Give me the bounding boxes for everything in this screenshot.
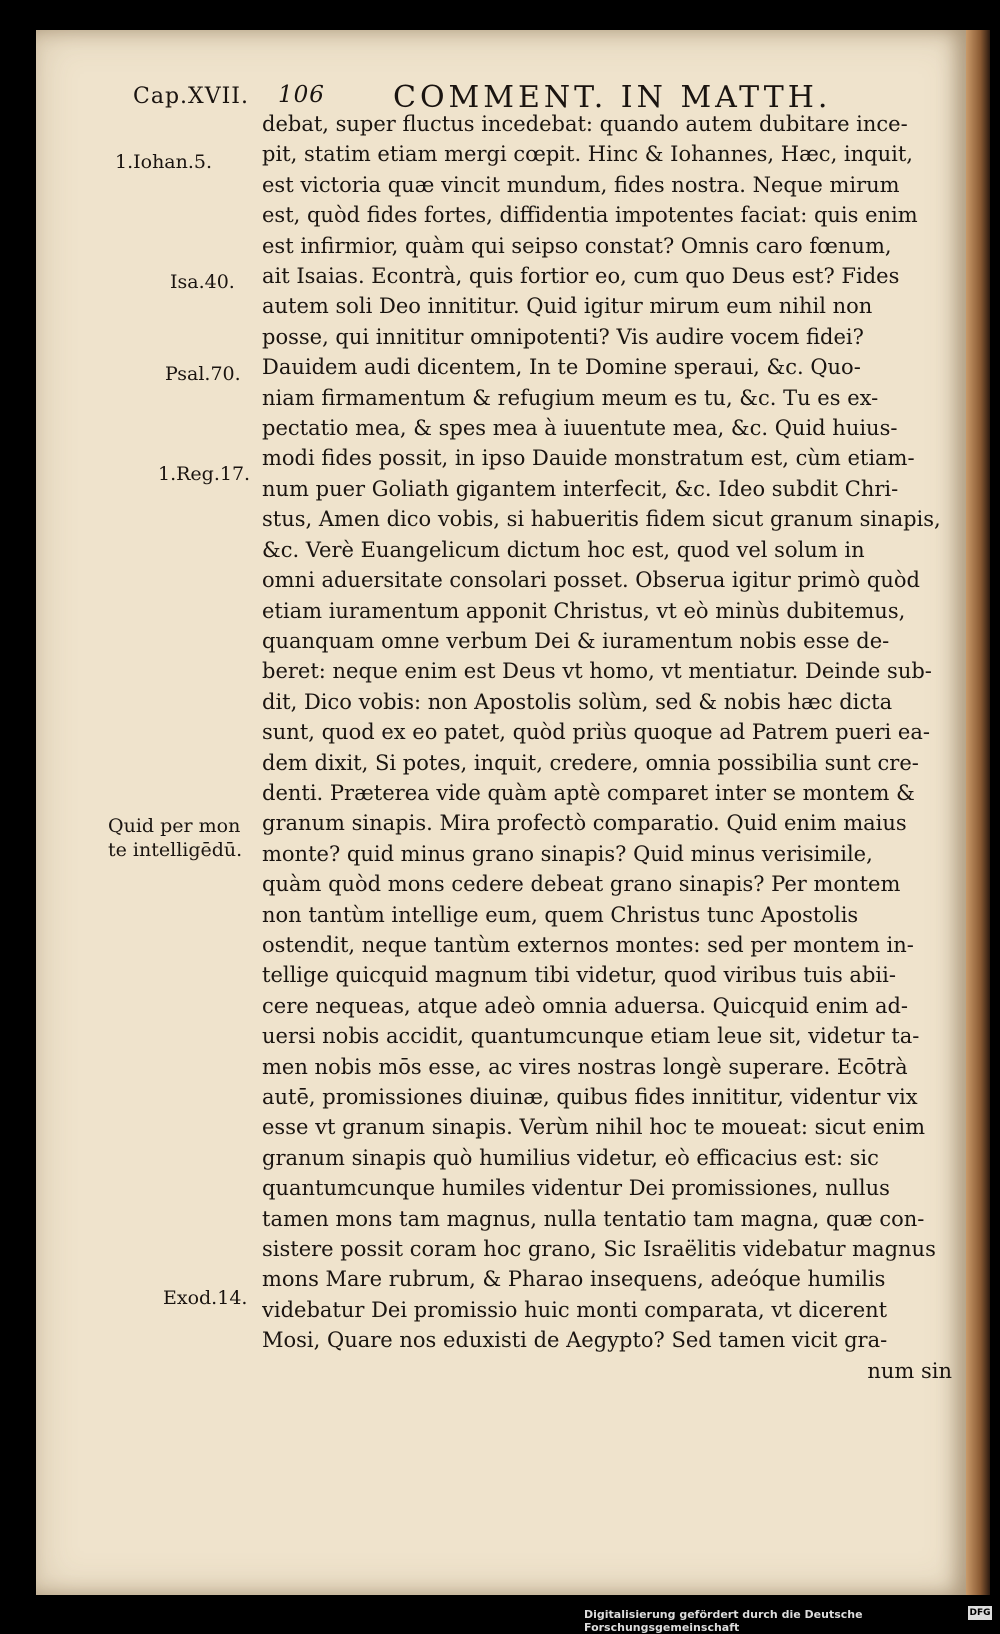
margin-note: Psal.70. <box>165 363 241 385</box>
text-line: men nobis mōs esse, ac vires nostras longè superare. Ecōtrà <box>262 1054 908 1079</box>
text-line: stus, Amen dico vobis, si habueritis fidem sicut granum sinapis, <box>262 507 941 532</box>
text-line: quantumcunque humiles videntur Dei promissiones, nullus <box>262 1176 890 1201</box>
text-line: sistere possit coram hoc grano, Sic Israëlitis videbatur magnus <box>262 1237 936 1262</box>
text-line: niam firmamentum & refugium meum es tu, &c. Tu es ex- <box>262 385 879 410</box>
text-line: monte? quid minus grano sinapis? Quid minus verisimile, <box>262 841 873 866</box>
chapter-label: Cap.XVII. <box>133 84 249 109</box>
text-line: uersi nobis accidit, quantumcunque etiam leue sit, videtur ta- <box>262 1024 920 1049</box>
running-title: COMMENT. IN MATTH. <box>393 80 832 115</box>
text-line: cere nequeas, atque adeò omnia aduersa. Quicquid enim ad- <box>262 993 908 1018</box>
text-line: non tantùm intellige eum, quem Christus tunc Apostolis <box>262 902 859 927</box>
text-line: autē, promissiones diuinæ, quibus fides innititur, videntur vix <box>262 1085 918 1109</box>
body-text <box>262 109 952 1386</box>
text-line: ait Isaias. Econtrà, quis fortior eo, cum quo Deus est? Fides <box>262 264 900 289</box>
text-line: est, quòd fides fortes, diffidentia impotentes faciat: quis enim <box>262 203 918 228</box>
text-line: quàm quòd mons cedere debeat grano sinapis? Per montem <box>262 872 901 897</box>
text-line: esse vt granum sinapis. Verùm nihil hoc te moueat: sicut enim <box>262 1115 926 1140</box>
text-line: tamen mons tam magnus, nulla tentatio tam magna, quæ con- <box>262 1206 925 1231</box>
text-line: Mosi, Quare nos eduxisti de Aegypto? Sed tamen vicit gra- <box>262 1328 888 1353</box>
text-line: posse, qui innititur omnipotenti? Vis audire vocem fidei? <box>262 324 864 349</box>
text-line: debat, super fluctus incedebat: quando autem dubitare ince- <box>262 112 908 136</box>
text-line: ostendit, neque tantùm externos montes: sed per montem in- <box>262 932 914 957</box>
text-line: num puer Goliath gigantem interfecit, &c. Ideo subdit Chri- <box>262 476 899 501</box>
text-line: modi fides possit, in ipso Dauide monstratum est, cùm etiam- <box>262 446 915 471</box>
text-line: omni aduersitate consolari posset. Obserua igitur primò quòd <box>262 568 920 593</box>
text-line: tellige quicquid magnum tibi videtur, quod viribus tuis abii- <box>262 963 896 988</box>
text-line: pectatio mea, & spes mea à iuuentute mea, &c. Quid huius- <box>262 416 898 441</box>
dfg-logo: DFG <box>969 1608 991 1618</box>
margin-note: Quid per mon te intelligēdū. <box>108 815 243 861</box>
text-line: dit, Dico vobis: non Apostolis solùm, sed & nobis hæc dicta <box>262 689 893 714</box>
text-line: videbatur Dei promissio huic monti comparata, vt dicerent <box>262 1297 888 1322</box>
text-line: est victoria quæ vincit mundum, fides nostra. Neque mirum <box>262 172 900 197</box>
text-line: granum sinapis quò humilius videtur, eò efficacius est: sic <box>262 1145 879 1170</box>
page-edge <box>966 30 990 1595</box>
digitization-footer: Digitalisierung gefördert durch die Deutsche Forschungsgemeinschaft <box>584 1608 863 1634</box>
margin-note: Isa.40. <box>170 271 235 293</box>
margin-note: Exod.14. <box>163 1287 248 1309</box>
text-line: sunt, quod ex eo patet, quòd priùs quoque ad Patrem pueri ea- <box>262 720 930 745</box>
text-line: pit, statim etiam mergi cœpit. Hinc & Iohannes, Hæc, inquit, <box>262 142 913 167</box>
text-line: est infirmior, quàm qui seipso constat? Omnis caro fœnum, <box>262 233 892 258</box>
text-line: granum sinapis. Mira profectò comparatio. Quid enim maius <box>262 811 907 836</box>
page-number: 106 <box>278 82 325 108</box>
catchword: num sin <box>867 1358 952 1383</box>
text-line: &c. Verè Euangelicum dictum hoc est, quod vel solum in <box>262 537 865 562</box>
margin-note: 1.Reg.17. <box>158 463 251 485</box>
text-line: denti. Præterea vide quàm aptè comparet inter se montem & <box>262 780 915 805</box>
margin-note: 1.Iohan.5. <box>115 151 213 173</box>
text-line: Dauidem audi dicentem, In te Domine speraui, &c. Quo- <box>262 355 861 380</box>
text-line: beret: neque enim est Deus vt homo, vt mentiatur. Deinde sub- <box>262 659 932 684</box>
text-line: quanquam omne verbum Dei & iuramentum nobis esse de- <box>262 628 890 653</box>
text-line: mons Mare rubrum, & Pharao insequens, adeóque humilis <box>262 1267 886 1292</box>
text-line: etiam iuramentum apponit Christus, vt eò minùs dubitemus, <box>262 598 906 623</box>
text-line: dem dixit, Si potes, inquit, credere, omnia possibilia sunt cre- <box>262 750 919 775</box>
text-line: autem soli Deo innititur. Quid igitur mirum eum nihil non <box>262 294 873 319</box>
